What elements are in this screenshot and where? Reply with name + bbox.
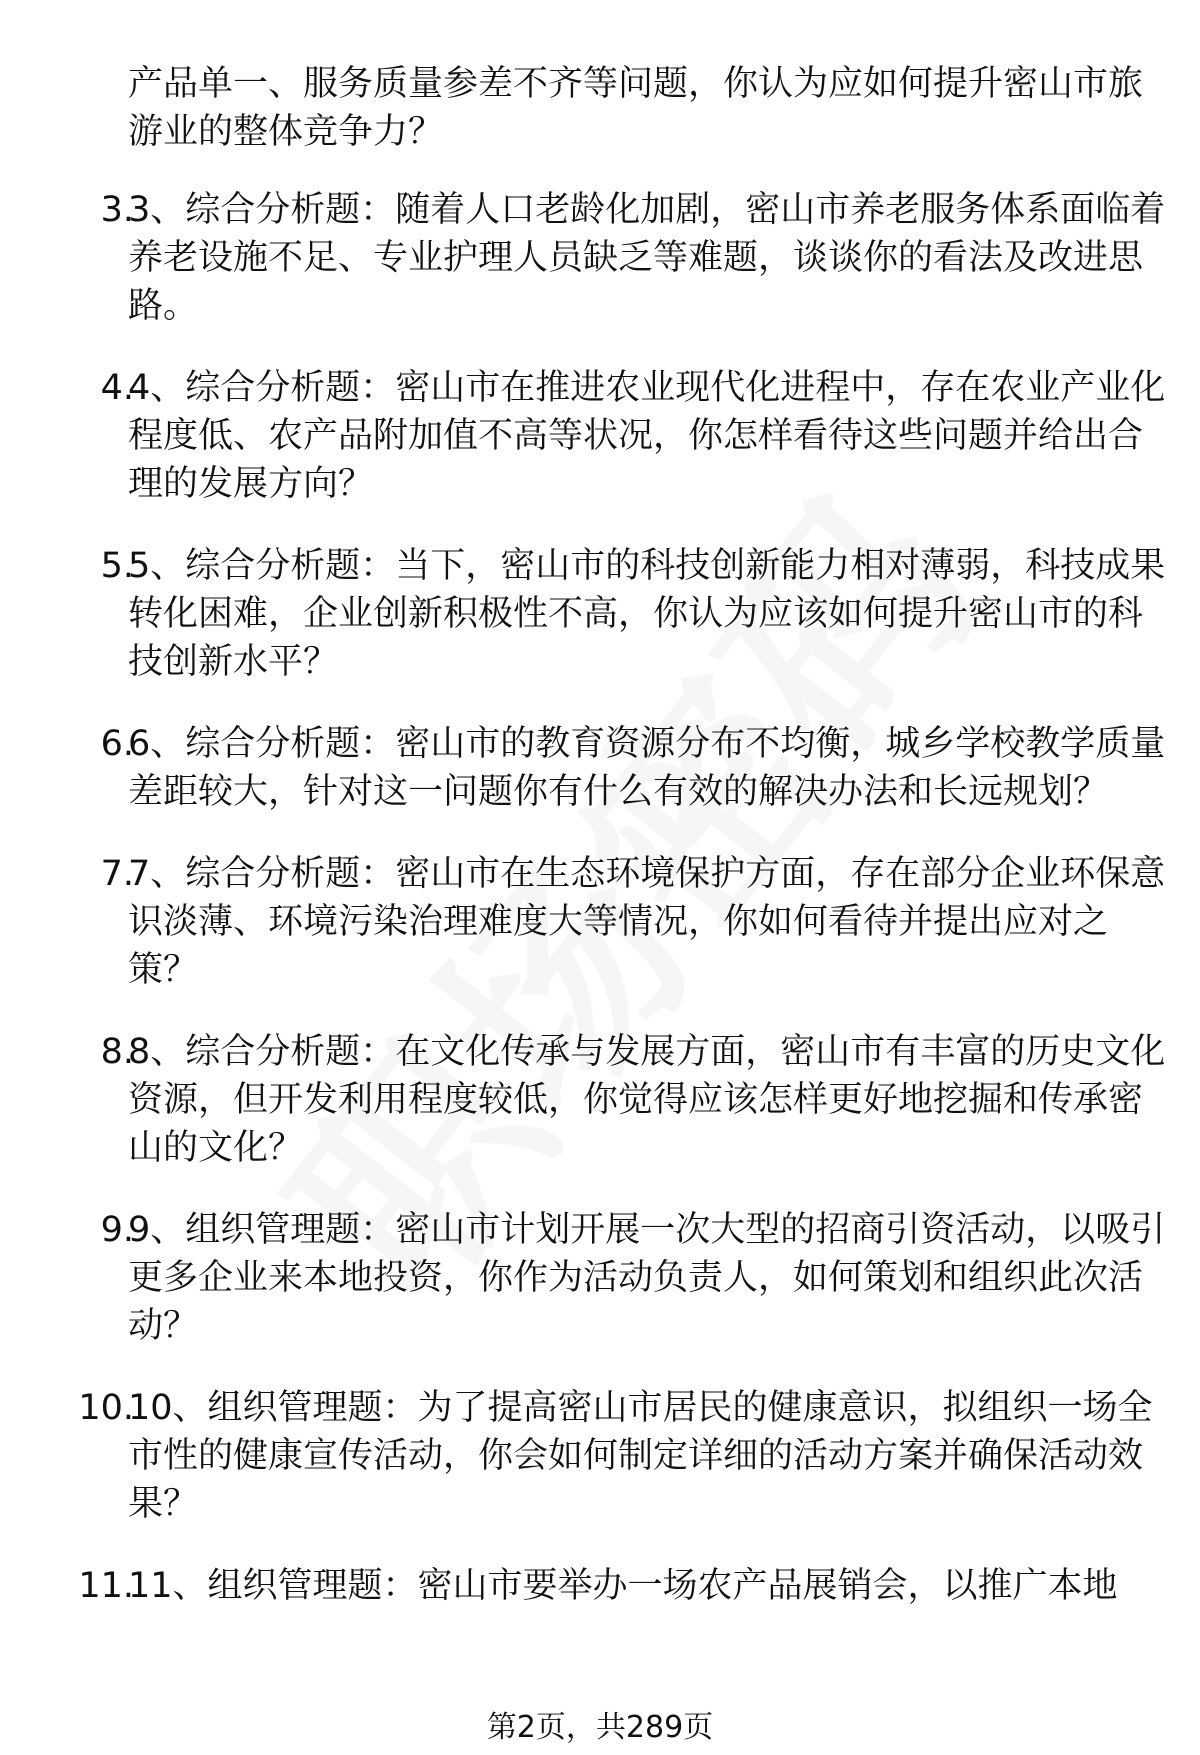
- list-item: [0, 542, 1200, 686]
- list-number: 9.: [100, 1210, 134, 1250]
- list-item: [0, 720, 1200, 816]
- list-item: [0, 186, 1200, 330]
- list-number: 4.: [100, 368, 134, 408]
- question-list: [0, 186, 1200, 1644]
- list-item: [0, 1384, 1200, 1528]
- question-text: 7、综合分析题：密山市在生态环境保护方面，存在部分企业环保意识淡薄、环境污染治理难度大等情况，你如何看待并提出应对之策？: [128, 854, 1166, 990]
- list-item: [0, 364, 1200, 508]
- list-item: [0, 1028, 1200, 1172]
- list-number: 11.: [78, 1566, 134, 1606]
- question-text: 4、综合分析题：密山市在推进农业现代化进程中，存在农业产业化程度低、农产品附加值不高等状况，你怎样看待这些问题并给出合理的发展方向？: [128, 368, 1166, 504]
- list-item: [0, 1206, 1200, 1350]
- list-item: [0, 850, 1200, 994]
- page-footer: 第2页，共289页: [486, 1710, 714, 1745]
- list-item: [0, 1562, 1200, 1610]
- question-text: 5、综合分析题：当下，密山市的科技创新能力相对薄弱，科技成果转化困难，企业创新积极性不高，你认为应该如何提升密山市的科技创新水平？: [128, 546, 1166, 682]
- list-number: 6.: [100, 724, 134, 764]
- list-number: 5.: [100, 546, 134, 586]
- lead-paragraph: 产品单一、服务质量参差不齐等问题，你认为应如何提升密山市旅游业的整体竞争力？: [128, 64, 1144, 152]
- list-number: 3.: [100, 190, 134, 230]
- list-number: 7.: [100, 854, 134, 894]
- question-text: 8、综合分析题：在文化传承与发展方面，密山市有丰富的历史文化资源，但开发利用程度较低，你觉得应该怎样更好地挖掘和传承密山的文化？: [128, 1032, 1166, 1168]
- question-text: 11、组织管理题：密山市要举办一场农产品展销会，以推广本地: [128, 1566, 1118, 1606]
- question-text: 9、组织管理题：密山市计划开展一次大型的招商引资活动，以吸引更多企业来本地投资，你作为活动负责人，如何策划和组织此次活动？: [128, 1210, 1166, 1346]
- list-number: 8.: [100, 1032, 134, 1072]
- question-text: 10、组织管理题：为了提高密山市居民的健康意识，拟组织一场全市性的健康宣传活动，你会如何制定详细的活动方案并确保活动效果？: [128, 1388, 1153, 1524]
- question-text: 3、综合分析题：随着人口老龄化加剧，密山市养老服务体系面临着养老设施不足、专业护理人员缺乏等难题，谈谈你的看法及改进思路。: [128, 190, 1166, 326]
- list-number: 10.: [78, 1388, 134, 1428]
- question-text: 6、综合分析题：密山市的教育资源分布不均衡，城乡学校教学质量差距较大，针对这一问题你有什么有效的解决办法和长远规划？: [128, 724, 1166, 812]
